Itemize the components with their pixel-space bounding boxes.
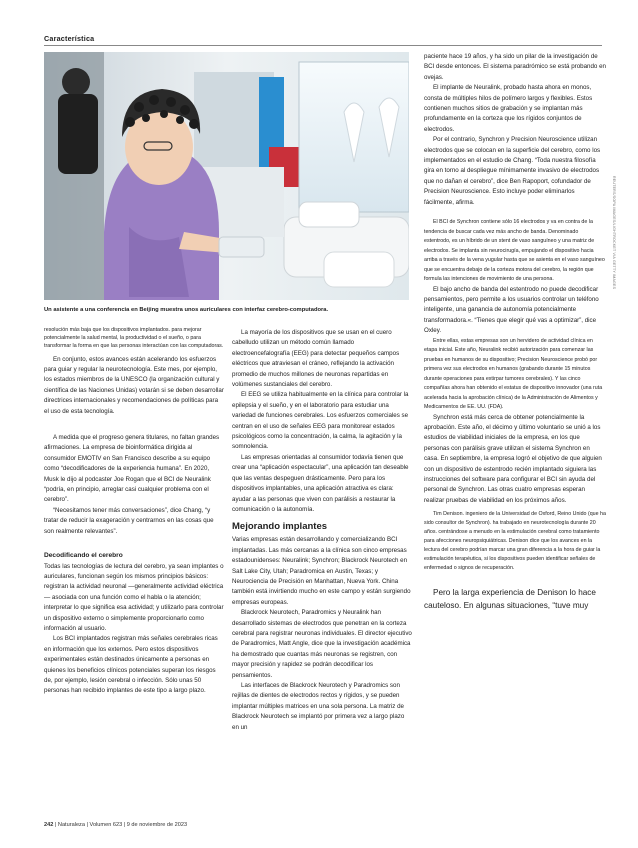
subheading: Mejorando implantes: [232, 521, 328, 533]
paragraph: resolución más baja que los dispositivos implantados. para mejorar potencialmente la salud mental, la productividad o el sueño, o para transformar la forma en que las personas interactúan con las computadoras.: [44, 327, 224, 350]
column-1: [44, 326, 224, 697]
page-footer: 242 | Naturaleza | Volumen 623 | 9 de noviembre de 2023: [44, 822, 188, 828]
paragraph: El bajo ancho de banda del estentrodo no puede decodificar pensamientos, pero permite a los usuarios controlar un teléfono inteligente, una ganancia de autonomía potencialmente transformadora.«. “Tienes que elegir qué vas a optimizar”, dice Oxley.: [424, 285, 599, 335]
paragraph: La mayoría de los dispositivos que se usan en el cuero cabelludo utilizan un método común llamado electroencefalografía (EEG) para detectar pequeños campos eléctricos que atraviesan el cráneo, reflejando la activación promedio de muchos millones de neuronas repartidas en volúmenes sustanciales del cerebro.: [232, 329, 400, 389]
paragraph: El BCI de Synchron contiene sólo 16 electrodos y va en contra de la tendencia de buscar cada vez más ancho de banda. Denominado estentrodo, es un híbrido de un stent de vaso sanguíneo y una matriz de electrodos. Se implanta sin neurocirugía, empujando el dispositivo hacia arriba a través de la vena yugular hasta que se asienta en el vaso sanguíneo que se encuentra debajo de la corteza motora del cerebro, la región que formula las intenciones de movimiento de una persona.: [424, 219, 605, 283]
paragraph: Blackrock Neurotech, Paradromics y Neuralink han desarrollado sistemas de electrodos que penetran en la corteza cerebral para registrar neuronas individuales. El director ejecutivo de Paradromics, Matt Angle, dice que la investigación académica ha demostrado que cuantas más neuronas se registren, con mayor precisión y rapidez se podrán decodificar los pensamientos.: [232, 609, 412, 679]
section-label: Característica: [44, 34, 95, 43]
paragraph: Las empresas orientadas al consumidor todavía tienen que crear una “aplicación espectacular”, una aplicación tan deseable que las ventas despeguen drásticamente. Pero para los dispositivos implantables, una aplicación atractiva es clara: ayudar a las personas que viven con parálisis a restaurar la comunicación o la autonomía.: [232, 453, 409, 513]
photo-illustration: [44, 52, 409, 300]
paragraph: Por el contrario, Synchron y Precision Neuroscience utilizan electrodos que se colocan en la superficie del cerebro, como los implementados en el estudio de Chang. “Toda nuestra filosofía gira en torno al despliegue mínimamente invasivo de electrodos que no dañan el cerebro”, dice Ben Rapoport, cofundador de Precision Neuroscience. Esto incluye poder eliminarlos fácilmente, afirma.: [424, 136, 601, 206]
page-number: 242: [44, 822, 54, 828]
paragraph: El EEG se utiliza habitualmente en la clínica para controlar la epilepsia y el sueño, y en el laboratorio para estudiar una variedad de funciones cerebrales. Los esfuerzos comerciales se centran en el uso de señales EEG para monitorear estados psicológicos como la concentración, la calma, la agitación y la somnolencia.: [232, 391, 409, 451]
paragraph: El implante de Neuralink, probado hasta ahora en monos, consta de múltiples hilos de polímero largos y flexibles. Estos contienen muchos sitios de grabación y se implantan más profundamente en la corteza que los rígidos conjuntos de electrodos.: [424, 84, 593, 133]
photo-credit: REUTERS/SOPA IMAGES/LIGHTROCKET VIA GETTY IMAGES: [612, 176, 616, 290]
conference-photo: [44, 52, 409, 300]
paragraph: En conjunto, estos avances están acelerando los esfuerzos para guiar y regular la neurotecnología. Este mes, por ejemplo, los estados miembros de la UNESCO (la organización cultural y científica de las Naciones Unidas) votarán si se deben desarrollar directrices internacionales y recomendaciones de políticas para el uso de esta tecnología.: [44, 355, 224, 415]
paragraph: Synchron está más cerca de obtener potencialmente la aprobación. Este año, el décimo y último voluntario se unió a los estudios de viabilidad iniciales de la empresa, en los que personas con parálisis grave utilizan el sistema Synchron en casa. En septiembre, la empresa logró el objetivo de que alguien con un dispositivo de estentrodo recién implantado siguiera las instrucciones del software para configurar el BCI sin ayuda del personal de Synchron. Las otras cuatro empresas esperan realizar pruebas de viabilidad en los próximos años.: [424, 413, 602, 504]
paragraph: Entre ellas, estas empresas son un hervidero de actividad clínica en etapa inicial. Este año, Neuralink recibió autorización para comenzar las pruebas en humanos de su dispositivo; Precision Neuroscience probó por primera vez sus electrodos en humanos (grabando durante 15 minutos durante operaciones para extirpar tumores cerebrales). Y las cinco compañías ahora han obtenido el estatus de dispositivo innovador (una ruta acelerada hacia la aprobación clínica) de la Administración de Alimentos y Medicamentos de EE. UU. (FDA).: [424, 337, 603, 411]
paragraph: Los BCI implantados registran más señales cerebrales ricas en información que los externos. Pero estos dispositivos experimentales están destinados únicamente a personas en quienes los beneficios clínicos potenciales superan los riesgos de, por ejemplo, lesión cerebral o infección. Sólo unas 50 personas han recibido implantes de este tipo a largo plazo.: [44, 635, 218, 695]
header-rule: [44, 45, 602, 46]
subheading: Decodificando el cerebro: [44, 552, 123, 560]
volume: Volumen 623: [89, 822, 123, 828]
paragraph: Todas las tecnologías de lectura del cerebro, ya sean implantes o auriculares, funcionan según los mismos principios básicos: registran la actividad neuronal —generalmente actividad eléctrica— asociada con una función como el habla o la atención; interpretar lo que significa esa actividad; y utilizarlo para controlar un dispositivo externo o simplemente proporcionarlo como información al usuario.: [44, 562, 224, 632]
column-2: [232, 328, 412, 733]
journal-name: Naturaleza: [57, 822, 85, 828]
issue-date: 9 de noviembre de 2023: [126, 822, 188, 828]
paragraph: A medida que el progreso genera titulares, no faltan grandes afirmaciones. La empresa de bioinformática dirigida al consumidor EMOTIV en San Francisco describe a su equipo como “decodificadores de la experiencia humana”. En 2020, Musk le dijo al podcaster Joe Rogan que el BCI de Neuralink “podría, en principio, arreglar casi cualquier problema con el cerebro”.: [44, 434, 220, 504]
column-3: [424, 52, 606, 612]
paragraph: Tim Denison. ingeniero de la Universidad de Oxford, Reino Unido (que ha sido consultor de Synchron). ha trabajado en neurotecnología durante 20 años. centrándose a menudo en la estimulación cerebral como tratamiento para afecciones neuropsiquiátricas. Denison dice que los avances en la lectura del cerebro podrían marcar una gran diferencia a la hora de guiar la estimulación terapéutica, si los dispositivos pueden identificar señales de enfermedad o signos de recuperación.: [424, 511, 606, 572]
paragraph: paciente hace 19 años, y ha sido un pilar de la investigación de BCI desde entonces. El sistema paradrómico se está probando en ovejas.: [424, 53, 606, 81]
photo-caption: Un asistente a una conferencia en Beijing muestra unos auriculares con interfaz cerebro-computadora.: [44, 307, 329, 313]
paragraph: Varias empresas están desarrollando y comercializando BCI implantadas. Las más cercanas a la clínica son cinco empresas estadounidenses: Neuralink; Synchron; Blackrock Neurotech en Salt Lake City, Utah; Paradromica en Austin, Texas; y Neurociencia de Precisión en Manhattan, Nueva York. China también está invirtiendo mucho en este campo y están surgiendo empresas europeas.: [232, 536, 411, 606]
paragraph: “Necesitamos tener más conversaciones”, dice Chang, “y tratar de reducir la exageración y centrarnos en las cosas que son realmente relevantes”.: [44, 506, 214, 535]
paragraph: Pero la larga experiencia de Denison lo hace cauteloso. En algunas situaciones, “tuve muy: [424, 588, 596, 610]
paragraph: Las interfaces de Blackrock Neurotech y Paradromics son rejillas de dientes de electrodos rectos y rígidos, y se pueden implantar múltiples matrices en una sola persona. La matriz de Blackrock Neurotech se implantó por primera vez a largo plazo en un: [232, 682, 405, 731]
